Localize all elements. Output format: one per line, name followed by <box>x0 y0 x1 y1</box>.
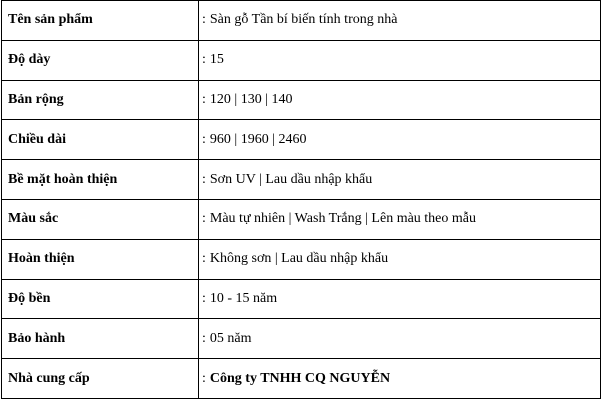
spec-row <box>2 319 601 359</box>
spec-value-cell <box>199 1 601 41</box>
spec-row <box>2 80 601 120</box>
spec-value: 10 - 15 năm <box>209 290 278 306</box>
spec-value: Sàn gỗ Tần bí biến tính trong nhà <box>209 12 398 28</box>
spec-label: Bề mặt hoàn thiện <box>2 160 199 200</box>
spec-separator: : <box>202 91 206 107</box>
spec-value: Công ty TNHH CQ NGUYỄN <box>209 370 391 386</box>
spec-value-cell <box>199 359 601 399</box>
spec-row <box>2 199 601 239</box>
spec-label: Chiều dài <box>2 120 199 160</box>
spec-table-body <box>2 1 601 399</box>
spec-value: 120 | 130 | 140 <box>209 91 293 107</box>
spec-separator: : <box>202 290 206 306</box>
spec-value-cell <box>199 239 601 279</box>
spec-separator: : <box>202 211 206 227</box>
spec-separator: : <box>202 251 206 267</box>
spec-separator: : <box>202 330 206 346</box>
spec-row <box>2 1 601 41</box>
spec-row <box>2 239 601 279</box>
product-spec-table <box>1 0 601 399</box>
spec-value-cell <box>199 319 601 359</box>
spec-value: Không sơn | Lau dầu nhập khẩu <box>209 251 389 267</box>
spec-label: Độ dày <box>2 40 199 80</box>
spec-value-cell <box>199 40 601 80</box>
spec-label: Nhà cung cấp <box>2 359 199 399</box>
spec-label: Bảo hành <box>2 319 199 359</box>
spec-value-cell <box>199 279 601 319</box>
spec-value-cell <box>199 80 601 120</box>
spec-label: Tên sản phẩm <box>2 1 199 41</box>
spec-value-cell <box>199 160 601 200</box>
spec-value-cell <box>199 199 601 239</box>
spec-value: Màu tự nhiên | Wash Trắng | Lên màu theo mẫu <box>209 211 476 227</box>
spec-separator: : <box>202 52 206 68</box>
spec-row <box>2 160 601 200</box>
spec-label: Hoàn thiện <box>2 239 199 279</box>
spec-value: Sơn UV | Lau dầu nhập khẩu <box>209 171 373 187</box>
spec-value: 960 | 1960 | 2460 <box>209 131 307 147</box>
spec-label: Bản rộng <box>2 80 199 120</box>
spec-separator: : <box>202 131 206 147</box>
spec-value: 15 <box>209 52 224 68</box>
spec-row <box>2 359 601 399</box>
spec-value: 05 năm <box>209 330 252 346</box>
spec-row <box>2 40 601 80</box>
spec-separator: : <box>202 171 206 187</box>
spec-value-cell <box>199 120 601 160</box>
spec-label: Màu sắc <box>2 199 199 239</box>
spec-separator: : <box>202 370 206 386</box>
spec-separator: : <box>202 12 206 28</box>
spec-row <box>2 120 601 160</box>
spec-label: Độ bền <box>2 279 199 319</box>
spec-row <box>2 279 601 319</box>
